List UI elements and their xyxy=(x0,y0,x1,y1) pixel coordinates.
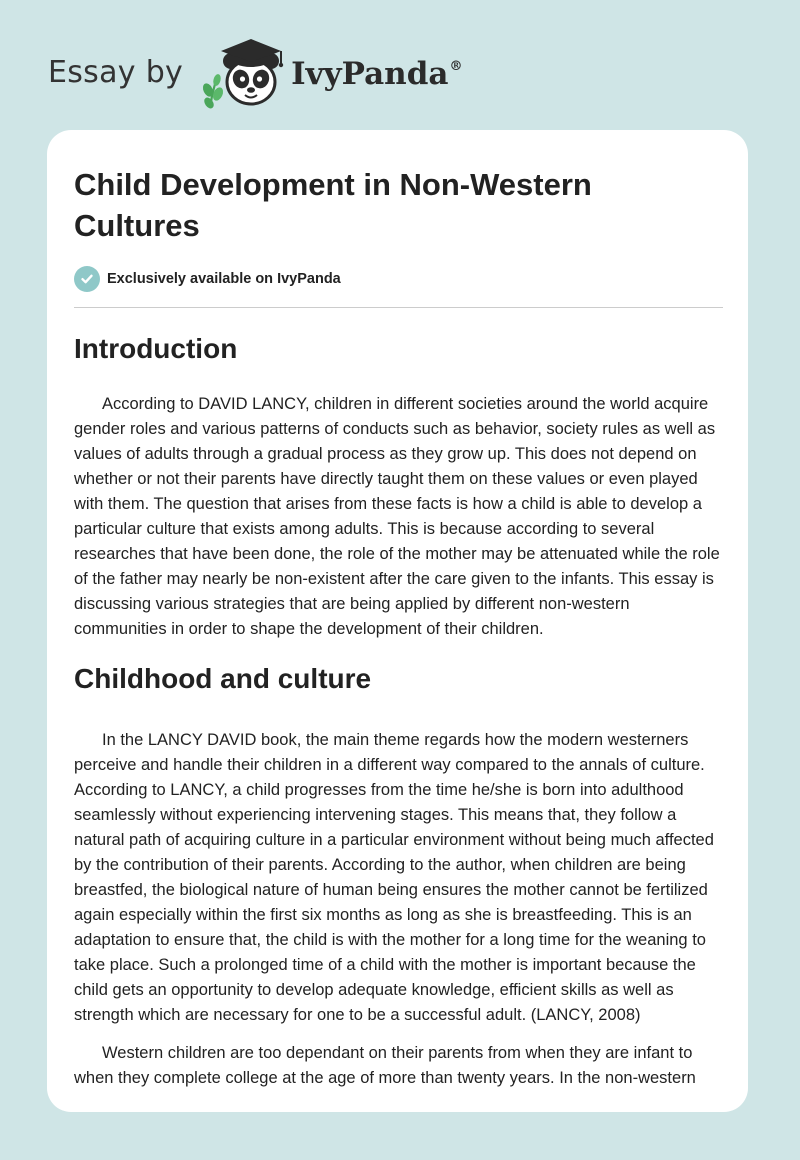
title-divider xyxy=(74,307,723,308)
section-heading-childhood-and-culture: Childhood and culture xyxy=(74,663,372,694)
essay-title: Child Development in Non-Western Cultures xyxy=(74,167,592,243)
section-heading-introduction: Introduction xyxy=(74,333,238,364)
brand-name[interactable] xyxy=(291,56,462,92)
paragraph: Western children are too dependant on their parents from when they are infant to when they complete college at the age of more than twenty years. In the non-western xyxy=(74,1044,696,1087)
leaf-icon xyxy=(201,73,225,110)
badge-label: Exclusively available on IvyPanda xyxy=(107,271,341,287)
site-header xyxy=(48,34,463,110)
essay-content xyxy=(74,164,723,1091)
panda-graduate-logo[interactable] xyxy=(197,34,289,110)
check-icon xyxy=(74,266,100,292)
paragraph: In the LANCY DAVID book, the main theme regards how the modern westerners perceive and handle their children in a different way compared to the annals of culture. According to LANCY, a child progresses from the time he/she is born into adulthood seamlessly without experiencing intervening stages. This means that, they follow a natural path of acquiring culture in a particular environment without being much affected by the contribution of their parents. According to the author, when children are being breastfed, the biological nature of human being ensures the mother cannot be fertilized again especially within the first six months as long as she is breastfeeding. This is an adaptation to ensure that, the child is with the mother for a long time for the weaning to take place. Such a prolonged time of a child with the mother is important because the child gets an opportunity to develop adequate knowledge, efficient skills as well as strength which are necessary for one to be a successful adult. (LANCY, 2008) xyxy=(74,731,714,1024)
paragraph: According to DAVID LANCY, children in different societies around the world acquire gender roles and various patterns of conducts such as behavior, society rules as well as values of adults through a gradual process as they grow up. This does not depend on whether or not their parents have directly taught them on these values or even played with them. The question that arises from these facts is how a child is able to develop a particular culture that exists among adults. This is because according to several researches that have been done, the role of the mother may be attenuated while the role of the father may nearly be non-existent after the care given to the infants. This essay is discussing various strategies that are being applied by different non-western communities in order to shape the development of their children. xyxy=(74,395,720,638)
essay-card xyxy=(47,130,748,1112)
exclusive-badge xyxy=(74,266,723,292)
registered-mark: ® xyxy=(449,59,463,74)
brand-text: IvyPanda xyxy=(291,56,449,92)
essay-by-label: Essay by xyxy=(48,54,184,90)
